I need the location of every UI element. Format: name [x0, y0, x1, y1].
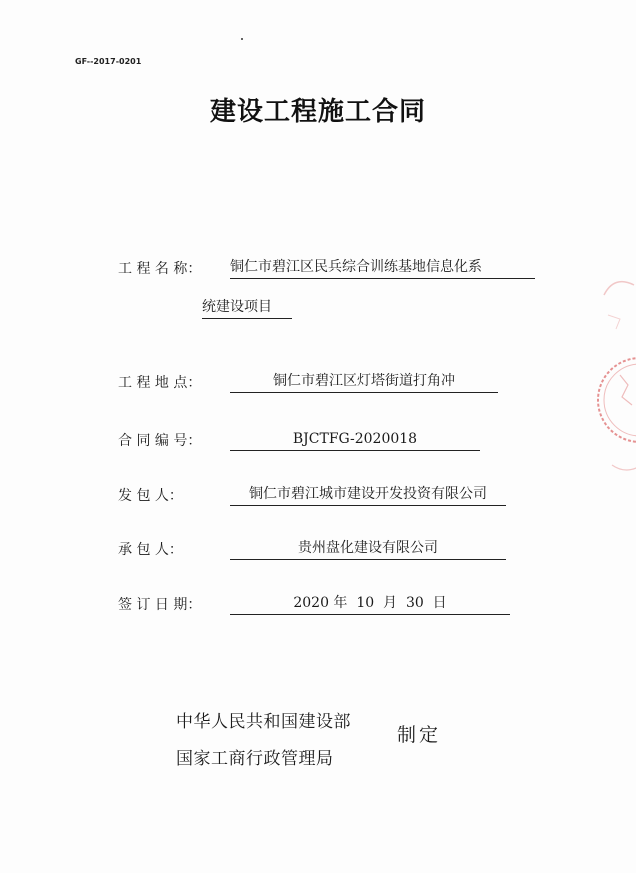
scan-speck: [241, 38, 243, 40]
contractor-value: 贵州盘化建设有限公司: [230, 539, 506, 560]
location-value: 铜仁市碧江区灯塔街道打角冲: [230, 372, 498, 393]
issuer-saic: 国家工商行政管理局: [176, 749, 334, 769]
document-title: 建设工程施工合同: [209, 97, 426, 127]
sign-date-label: 签 订 日 期：: [118, 597, 202, 613]
project-name-value-line2: 统建设项目: [202, 298, 292, 319]
sign-date-value: 2020 年 10 月 30 日: [230, 594, 510, 615]
project-name-label: 工 程 名 称：: [118, 261, 202, 277]
form-code: GF--2017-0201: [75, 57, 142, 66]
project-name-value-line1: 铜仁市碧江区民兵综合训练基地信息化系: [230, 258, 535, 279]
contract-number-label: 合 同 编 号：: [118, 433, 202, 449]
red-seal-stamp-icon: [590, 255, 636, 535]
contractor-label: 承 包 人：: [118, 542, 183, 558]
employer-label: 发 包 人：: [118, 488, 183, 504]
location-label: 工 程 地 点：: [118, 375, 202, 391]
issuer-ministry-of-construction: 中华人民共和国建设部: [176, 712, 351, 732]
employer-value: 铜仁市碧江城市建设开发投资有限公司: [230, 485, 506, 506]
contract-number-value: BJCTFG-2020018: [230, 430, 480, 451]
made-by-label: 制定: [397, 724, 442, 746]
